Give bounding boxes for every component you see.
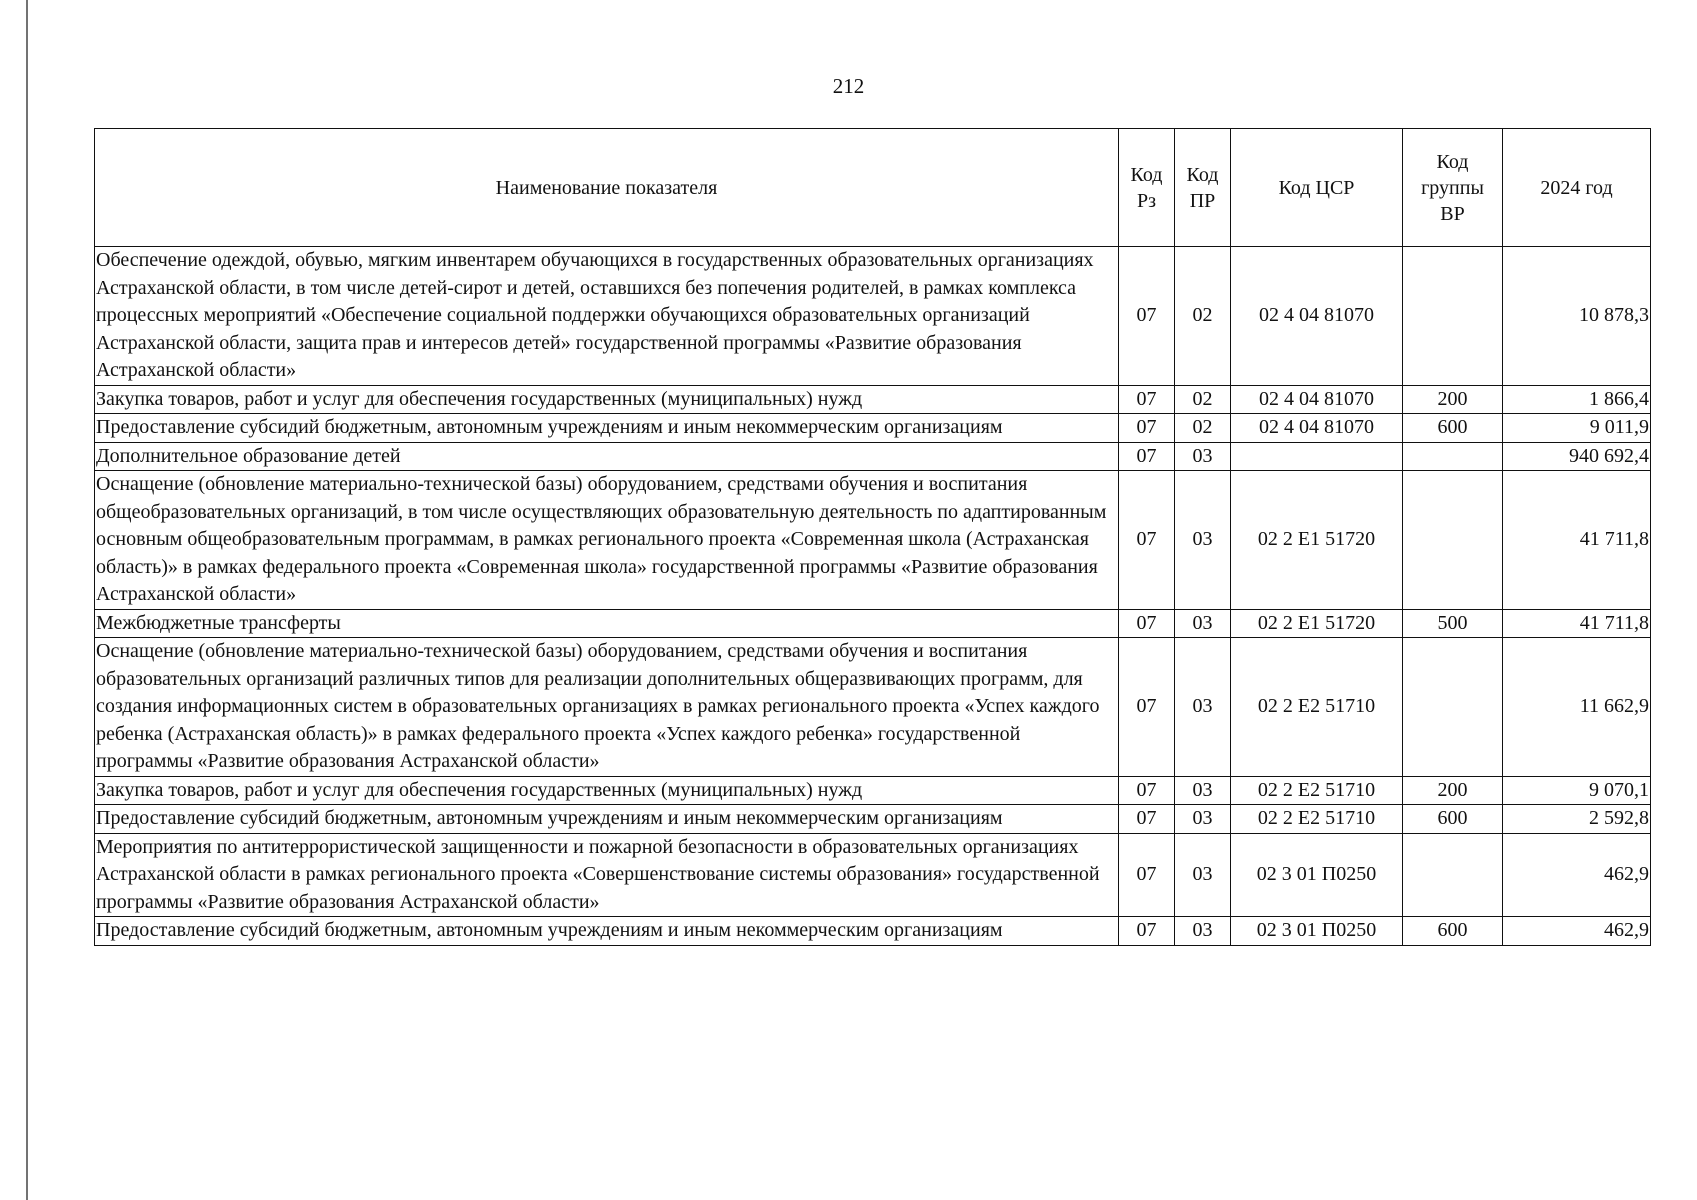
cell-rz: 07 <box>1119 609 1175 638</box>
cell-name: Дополнительное образование детей <box>95 442 1119 471</box>
cell-rz: 07 <box>1119 414 1175 443</box>
cell-name: Оснащение (обновление материально-технической базы) оборудованием, средствами обучения и воспитания общеобразовательных организаций, в том числе осуществляющих образовательную деятельность по адаптированным основным общеобразовательным программам, в рамках регионального проекта «Современная школа (Астраханская область)» в рамках федерального проекта «Современная школа» государственной программы «Развитие образования Астраханской области» <box>95 471 1119 610</box>
scan-margin-line <box>26 0 28 1200</box>
cell-name: Оснащение (обновление материально-технической базы) оборудованием, средствами обучения и воспитания образовательных организаций различных типов для реализации дополнительных общеразвивающих программ, для создания информационных систем в образовательных организациях в рамках регионального проекта «Успех каждого ребенка (Астраханская область)» в рамках федерального проекта «Успех каждого ребенка» государственной программы «Развитие образования Астраханской области» <box>95 638 1119 777</box>
cell-amount: 2 592,8 <box>1503 805 1651 834</box>
cell-name: Предоставление субсидий бюджетным, автономным учреждениям и иным некоммерческим организациям <box>95 414 1119 443</box>
cell-vr <box>1403 471 1503 610</box>
cell-pr: 03 <box>1175 471 1231 610</box>
cell-pr: 03 <box>1175 609 1231 638</box>
table-row <box>95 833 1651 917</box>
cell-csr: 02 2 E1 51720 <box>1231 609 1403 638</box>
cell-rz: 07 <box>1119 385 1175 414</box>
cell-csr: 02 2 E1 51720 <box>1231 471 1403 610</box>
budget-table <box>94 128 1651 946</box>
cell-name: Предоставление субсидий бюджетным, автономным учреждениям и иным некоммерческим организациям <box>95 805 1119 834</box>
cell-amount: 462,9 <box>1503 833 1651 917</box>
cell-pr: 03 <box>1175 833 1231 917</box>
cell-rz: 07 <box>1119 776 1175 805</box>
table-row <box>95 442 1651 471</box>
cell-name: Мероприятия по антитеррористической защищенности и пожарной безопасности в образовательных организациях Астраханской области в рамках регионального проекта «Совершенствование системы образования» государственной программы «Развитие образования Астраханской области» <box>95 833 1119 917</box>
cell-csr: 02 4 04 81070 <box>1231 385 1403 414</box>
cell-csr: 02 3 01 П0250 <box>1231 917 1403 946</box>
cell-pr: 03 <box>1175 805 1231 834</box>
cell-name: Предоставление субсидий бюджетным, автономным учреждениям и иным некоммерческим организациям <box>95 917 1119 946</box>
cell-amount: 462,9 <box>1503 917 1651 946</box>
table-header-row <box>95 129 1651 247</box>
cell-name: Обеспечение одеждой, обувью, мягким инвентарем обучающихся в государственных образовательных организациях Астраханской области, в том числе детей-сирот и детей, оставшихся без попечения родителей, в рамках комплекса процессных мероприятий «Обеспечение социальной поддержки обучающихся образовательных организаций Астраханской области, защита прав и интересов детей» государственной программы «Развитие образования Астраханской области» <box>95 247 1119 386</box>
cell-amount: 1 866,4 <box>1503 385 1651 414</box>
cell-amount: 11 662,9 <box>1503 638 1651 777</box>
cell-csr: 02 3 01 П0250 <box>1231 833 1403 917</box>
cell-pr: 03 <box>1175 917 1231 946</box>
cell-csr: 02 2 E2 51710 <box>1231 776 1403 805</box>
header-pr: Код ПР <box>1175 129 1231 247</box>
header-rz: Код Рз <box>1119 129 1175 247</box>
cell-pr: 03 <box>1175 776 1231 805</box>
cell-pr: 02 <box>1175 385 1231 414</box>
cell-name: Закупка товаров, работ и услуг для обеспечения государственных (муниципальных) нужд <box>95 776 1119 805</box>
cell-name: Закупка товаров, работ и услуг для обеспечения государственных (муниципальных) нужд <box>95 385 1119 414</box>
cell-pr: 03 <box>1175 638 1231 777</box>
header-vr: Код группы ВР <box>1403 129 1503 247</box>
cell-pr: 02 <box>1175 414 1231 443</box>
cell-rz: 07 <box>1119 805 1175 834</box>
cell-amount: 41 711,8 <box>1503 609 1651 638</box>
header-year: 2024 год <box>1503 129 1651 247</box>
table-row <box>95 385 1651 414</box>
cell-rz: 07 <box>1119 638 1175 777</box>
cell-vr: 600 <box>1403 805 1503 834</box>
cell-rz: 07 <box>1119 471 1175 610</box>
cell-vr <box>1403 442 1503 471</box>
cell-vr <box>1403 833 1503 917</box>
cell-csr: 02 4 04 81070 <box>1231 414 1403 443</box>
cell-amount: 940 692,4 <box>1503 442 1651 471</box>
cell-amount: 41 711,8 <box>1503 471 1651 610</box>
cell-vr: 500 <box>1403 609 1503 638</box>
cell-vr <box>1403 638 1503 777</box>
cell-pr: 03 <box>1175 442 1231 471</box>
table-row <box>95 776 1651 805</box>
cell-amount: 9 011,9 <box>1503 414 1651 443</box>
cell-vr: 200 <box>1403 776 1503 805</box>
table-row <box>95 638 1651 777</box>
table-row <box>95 805 1651 834</box>
cell-csr: 02 2 E2 51710 <box>1231 805 1403 834</box>
cell-rz: 07 <box>1119 442 1175 471</box>
cell-rz: 07 <box>1119 247 1175 386</box>
table-row <box>95 609 1651 638</box>
cell-rz: 07 <box>1119 917 1175 946</box>
page-number: 212 <box>832 74 865 98</box>
cell-csr: 02 4 04 81070 <box>1231 247 1403 386</box>
table-row <box>95 247 1651 386</box>
cell-vr: 600 <box>1403 414 1503 443</box>
table-row <box>95 917 1651 946</box>
cell-amount: 9 070,1 <box>1503 776 1651 805</box>
table-row <box>95 414 1651 443</box>
cell-vr: 600 <box>1403 917 1503 946</box>
cell-name: Межбюджетные трансферты <box>95 609 1119 638</box>
cell-csr: 02 2 E2 51710 <box>1231 638 1403 777</box>
header-name: Наименование показателя <box>95 129 1119 247</box>
cell-vr: 200 <box>1403 385 1503 414</box>
header-csr: Код ЦСР <box>1231 129 1403 247</box>
cell-pr: 02 <box>1175 247 1231 386</box>
cell-csr <box>1231 442 1403 471</box>
cell-amount: 10 878,3 <box>1503 247 1651 386</box>
cell-vr <box>1403 247 1503 386</box>
cell-rz: 07 <box>1119 833 1175 917</box>
table-row <box>95 471 1651 610</box>
